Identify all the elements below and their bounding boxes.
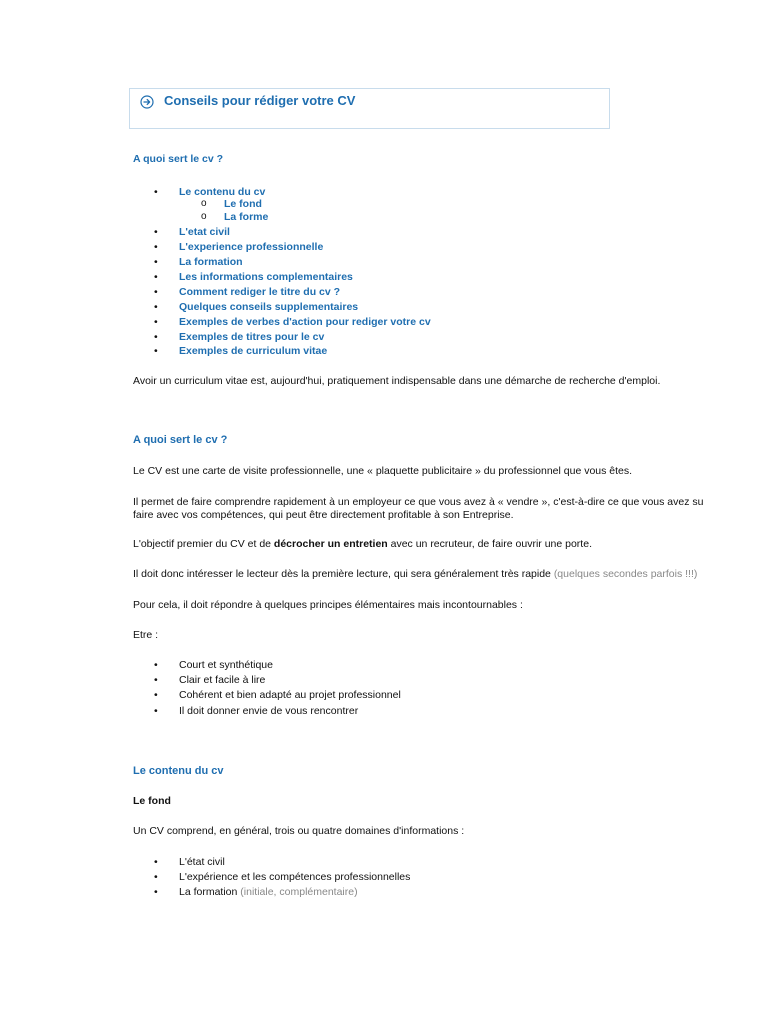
toc-link-verbes[interactable]: Exemples de verbes d'action pour rediger votre cv — [179, 316, 431, 328]
toc-link-informations[interactable]: Les informations complementaires — [179, 271, 353, 283]
list-item: L'état civil — [179, 856, 225, 868]
paragraph — [133, 538, 592, 550]
toc-link-experience[interactable]: L'experience professionnelle — [179, 241, 324, 253]
toc-link-exemples-cv[interactable]: Exemples de curriculum vitae — [179, 345, 328, 357]
toc-link-contenu[interactable]: Le contenu du cv — [179, 186, 266, 198]
toc-link-formation[interactable]: La formation — [179, 256, 243, 268]
title-box — [129, 88, 610, 129]
toc-bullet: • — [154, 286, 158, 298]
toc-subbullet: o — [201, 211, 207, 222]
toc-bullet: • — [154, 271, 158, 283]
list-item — [179, 886, 358, 898]
toc-bullet: • — [154, 186, 158, 198]
paragraph — [133, 568, 697, 580]
toc-link-forme[interactable]: La forme — [224, 211, 269, 223]
toc-heading[interactable]: A quoi sert le cv ? — [133, 153, 224, 165]
toc-bullet: • — [154, 345, 158, 357]
toc-bullet: • — [154, 301, 158, 313]
toc-bullet: • — [154, 316, 158, 328]
list-bullet: • — [154, 871, 158, 883]
list-bullet: • — [154, 705, 158, 717]
list-item: Il doit donner envie de vous rencontrer — [179, 705, 359, 717]
paragraph: Un CV comprend, en général, trois ou quatre domaines d'informations : — [133, 825, 465, 837]
text: Il doit donc intéresser le lecteur dès la première lecture, qui sera généralement très rapide — [133, 568, 554, 580]
toc-bullet: • — [154, 331, 158, 343]
paragraph: faire avec vos compétences, qui peut être directement profitable à son Entreprise. — [133, 509, 514, 521]
toc-link-titre[interactable]: Comment rediger le titre du cv ? — [179, 286, 341, 298]
list-item: L'expérience et les compétences professionnelles — [179, 871, 411, 883]
list-item: Court et synthétique — [179, 659, 273, 671]
toc-bullet: • — [154, 241, 158, 253]
emphasis-text: décrocher un entretien — [273, 538, 388, 550]
toc-link-fond[interactable]: Le fond — [224, 198, 262, 210]
list-bullet: • — [154, 659, 158, 671]
paragraph: Il permet de faire comprendre rapidement à un employeur ce que vous avez à « vendre », c'est-à-dire ce que vous avez su — [133, 496, 704, 508]
text: avec un recruteur, de faire ouvrir une porte. — [387, 538, 592, 550]
section-heading-a-quoi-sert: A quoi sert le cv ? — [133, 434, 228, 446]
paragraph: Le CV est une carte de visite professionnelle, une « plaquette publicitaire » du professionnel que vous êtes. — [133, 465, 633, 477]
muted-text: (quelques secondes parfois !!!) — [553, 568, 698, 580]
section-heading-contenu: Le contenu du cv — [133, 765, 224, 777]
toc-bullet: • — [154, 226, 158, 238]
toc-link-conseils[interactable]: Quelques conseils supplementaires — [179, 301, 359, 313]
toc-link-exemples-titres[interactable]: Exemples de titres pour le cv — [179, 331, 325, 343]
toc-link-etat-civil[interactable]: L'etat civil — [179, 226, 230, 238]
text: La formation — [179, 886, 238, 898]
paragraph: Etre : — [133, 629, 159, 641]
subheading-fond: Le fond — [133, 795, 171, 807]
toc-subbullet: o — [201, 198, 207, 209]
list-bullet: • — [154, 674, 158, 686]
arrow-circle-right-icon — [140, 95, 154, 109]
paragraph: Pour cela, il doit répondre à quelques principes élémentaires mais incontournables : — [133, 599, 523, 611]
muted-text: (initiale, complémentaire) — [240, 886, 358, 898]
intro-paragraph: Avoir un curriculum vitae est, aujourd'hui, pratiquement indispensable dans une démarche de recherche d'emploi. — [133, 375, 661, 387]
list-item: Clair et facile à lire — [179, 674, 266, 686]
list-bullet: • — [154, 856, 158, 868]
text: L'objectif premier du CV et de — [133, 538, 274, 550]
list-bullet: • — [154, 886, 158, 898]
page-title: Conseils pour rédiger votre CV — [164, 93, 356, 108]
list-item: Cohérent et bien adapté au projet professionnel — [179, 689, 401, 701]
list-bullet: • — [154, 689, 158, 701]
toc-bullet: • — [154, 256, 158, 268]
